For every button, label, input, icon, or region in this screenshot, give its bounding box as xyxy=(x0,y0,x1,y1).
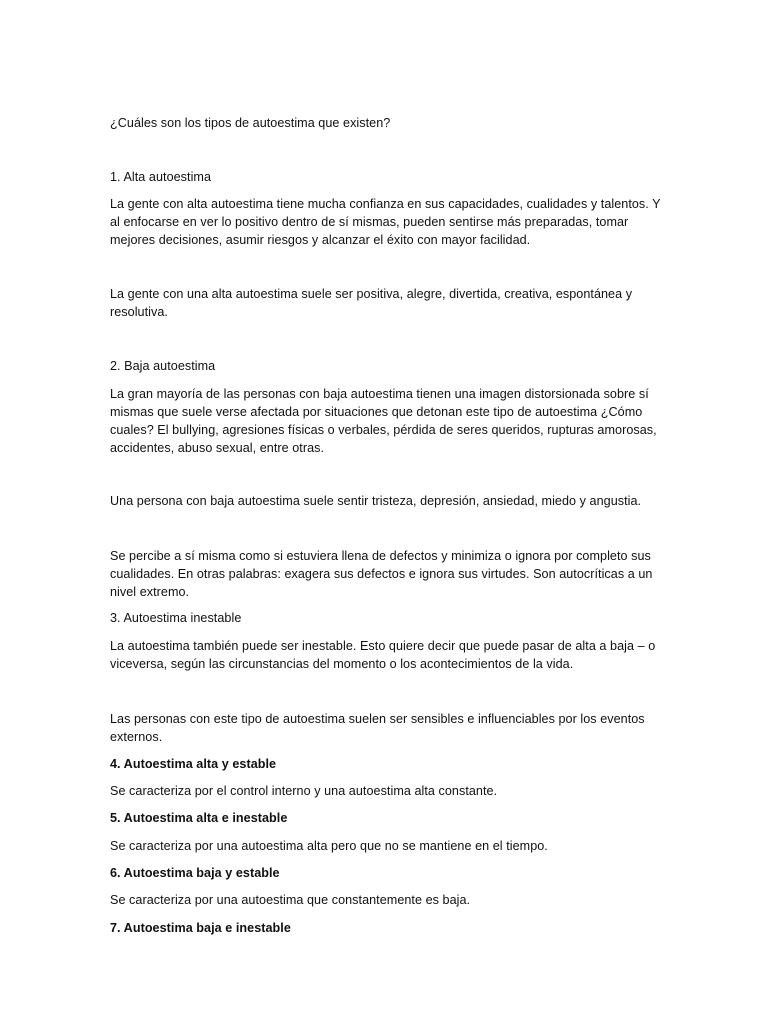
section-5-paragraph-1: Se caracteriza por una autoestima alta pero que no se mantiene en el tiempo. xyxy=(110,839,548,853)
section-5-heading: 5. Autoestima alta e inestable xyxy=(110,811,288,825)
section-4-heading: 4. Autoestima alta y estable xyxy=(110,757,277,771)
section-2-paragraph-1: La gran mayoría de las personas con baja autoestima tienen una imagen distorsionada sobre sí mismas que suele verse afectada por situaciones que detonan este tipo de autoestima ¿Cómo cuales? El bullying, agresiones físicas o verbales, pérdida de seres queridos, rupturas amorosas, accidentes, abuso sexual, entre otras. xyxy=(110,387,657,455)
section-7-heading: 7. Autoestima baja e inestable xyxy=(110,921,291,935)
section-2-paragraph-3: Se percibe a sí misma como si estuviera llena de defectos y minimiza o ignora por completo sus cualidades. En otras palabras: exagera sus defectos e ignora sus virtudes. Son autocríticas a un nivel extremo. xyxy=(110,549,653,599)
section-4-paragraph-1: Se caracteriza por el control interno y una autoestima alta constante. xyxy=(110,784,498,798)
section-2-heading: 2. Baja autoestima xyxy=(110,359,216,373)
section-1-paragraph-2: La gente con una alta autoestima suele ser positiva, alegre, divertida, creativa, espontánea y resolutiva. xyxy=(110,287,633,319)
section-3-paragraph-2: Las personas con este tipo de autoestima suelen ser sensibles e influenciables por los eventos externos. xyxy=(110,712,645,744)
section-1-paragraph-1: La gente con alta autoestima tiene mucha confianza en sus capacidades, cualidades y talentos. Y al enfocarse en ver lo positivo dentro de sí mismas, pueden sentirse más preparadas, tomar mejores decisiones, asumir riesgos y alcanzar el éxito con mayor facilidad. xyxy=(110,197,661,247)
section-6-paragraph-1: Se caracteriza por una autoestima que constantemente es baja. xyxy=(110,893,471,907)
section-3-paragraph-1: La autoestima también puede ser inestable. Esto quiere decir que puede pasar de alta a baja – o viceversa, según las circunstancias del momento o los acontecimientos de la vida. xyxy=(110,639,656,671)
section-3-heading: 3. Autoestima inestable xyxy=(110,611,242,625)
section-2-paragraph-2: Una persona con baja autoestima suele sentir tristeza, depresión, ansiedad, miedo y angustia. xyxy=(110,494,642,508)
intro-question: ¿Cuáles son los tipos de autoestima que existen? xyxy=(110,116,391,130)
section-6-heading: 6. Autoestima baja y estable xyxy=(110,866,280,880)
section-1-heading: 1. Alta autoestima xyxy=(110,170,212,184)
